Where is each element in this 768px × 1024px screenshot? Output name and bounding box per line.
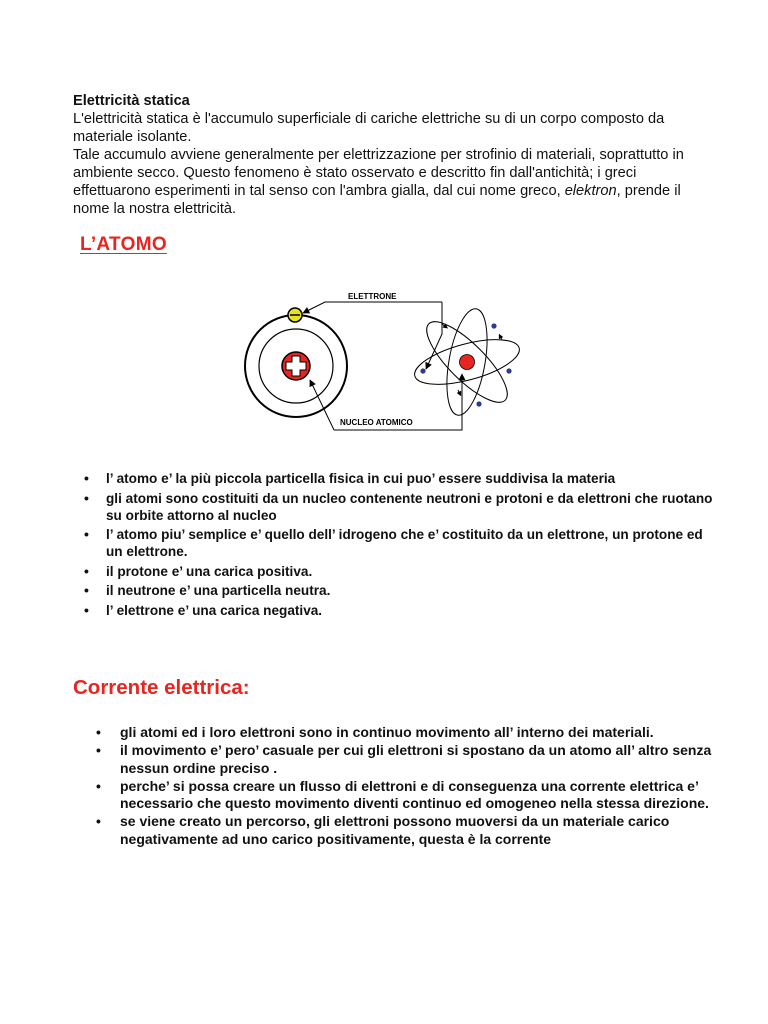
electron-blue-2 <box>476 401 481 406</box>
nucleus-pointer-left <box>310 380 334 430</box>
electron-blue-3 <box>491 323 496 328</box>
intro-block <box>73 92 713 218</box>
current-facts-list <box>92 724 712 849</box>
electron-blue-1 <box>420 368 425 373</box>
list-item: • il neutrone e’ una particella neutra. <box>80 582 720 599</box>
list-item: • l’ atomo piu’ semplice e’ quello dell’ idrogeno che e’ costituito da un elettrone, un protone ed un elettrone. <box>80 526 720 560</box>
list-item: • il movimento e’ pero’ casuale per cui gli elettroni si spostano da un atomo all’ altro senza nessun ordine preciso . <box>92 742 712 777</box>
bohr-model <box>245 308 347 417</box>
intro-paragraph-2-text: Tale accumulo avviene generalmente per elettrizzazione per strofinio di materiali, soprattutto in ambiente secco. Questo fenomeno è stato osservato e descritto fin dall'antichità; i greci effettuarono esperimenti in tal senso con l'ambra gialla, dal cui nome greco, <box>73 147 684 199</box>
electron-pointer-left <box>303 302 442 313</box>
atom-heading: L’ATOMO <box>80 234 167 255</box>
list-item: • l’ elettrone e’ una carica negativa. <box>80 602 720 619</box>
electron-blue-4 <box>506 368 511 373</box>
list-item: • l’ atomo e’ la più piccola particella fisica in cui puo’ essere suddivisa la materia <box>80 470 720 487</box>
list-item: • il protone e’ una carica positiva. <box>80 563 720 580</box>
list-item: • gli atomi ed i loro elettroni sono in continuo movimento all’ interno dei materiali. <box>92 724 712 742</box>
list-item: • se viene creato un percorso, gli elettroni possono muoversi da un materiale carico negativamente ad uno carico positivamente, questa è la corrente <box>92 813 712 848</box>
orbital-atom <box>410 306 524 419</box>
intro-paragraph-2 <box>73 146 713 218</box>
intro-paragraph-2-end: , prende il nome la nostra elettricità. <box>73 183 681 217</box>
orbit-arrow-3 <box>458 390 460 394</box>
nucleus-red <box>460 355 475 370</box>
label-electron: ELETTRONE <box>348 292 397 301</box>
list-item: • perche’ si possa creare un flusso di elettroni e di conseguenza una corrente elettrica e’ necessario che questo movimento diventi continuo ed omogeneo nella stessa direzione. <box>92 778 712 813</box>
label-nucleus: NUCLEO ATOMICO <box>340 418 413 427</box>
atom-diagram <box>230 284 530 444</box>
intro-italic-term: elektron <box>564 183 617 199</box>
list-item: • gli atomi sono costituiti da un nucleo contenente neutroni e protoni e da elettroni che ruotano su orbite attorno al nucleo <box>80 490 720 524</box>
intro-title: Elettricità statica <box>73 93 190 109</box>
current-heading: Corrente elettrica: <box>73 676 250 699</box>
atom-facts-list <box>80 470 720 621</box>
intro-paragraph-1: L'elettricità statica è l'accumulo superficiale di cariche elettriche su di un corpo composto da materiale isolante. <box>73 111 665 145</box>
